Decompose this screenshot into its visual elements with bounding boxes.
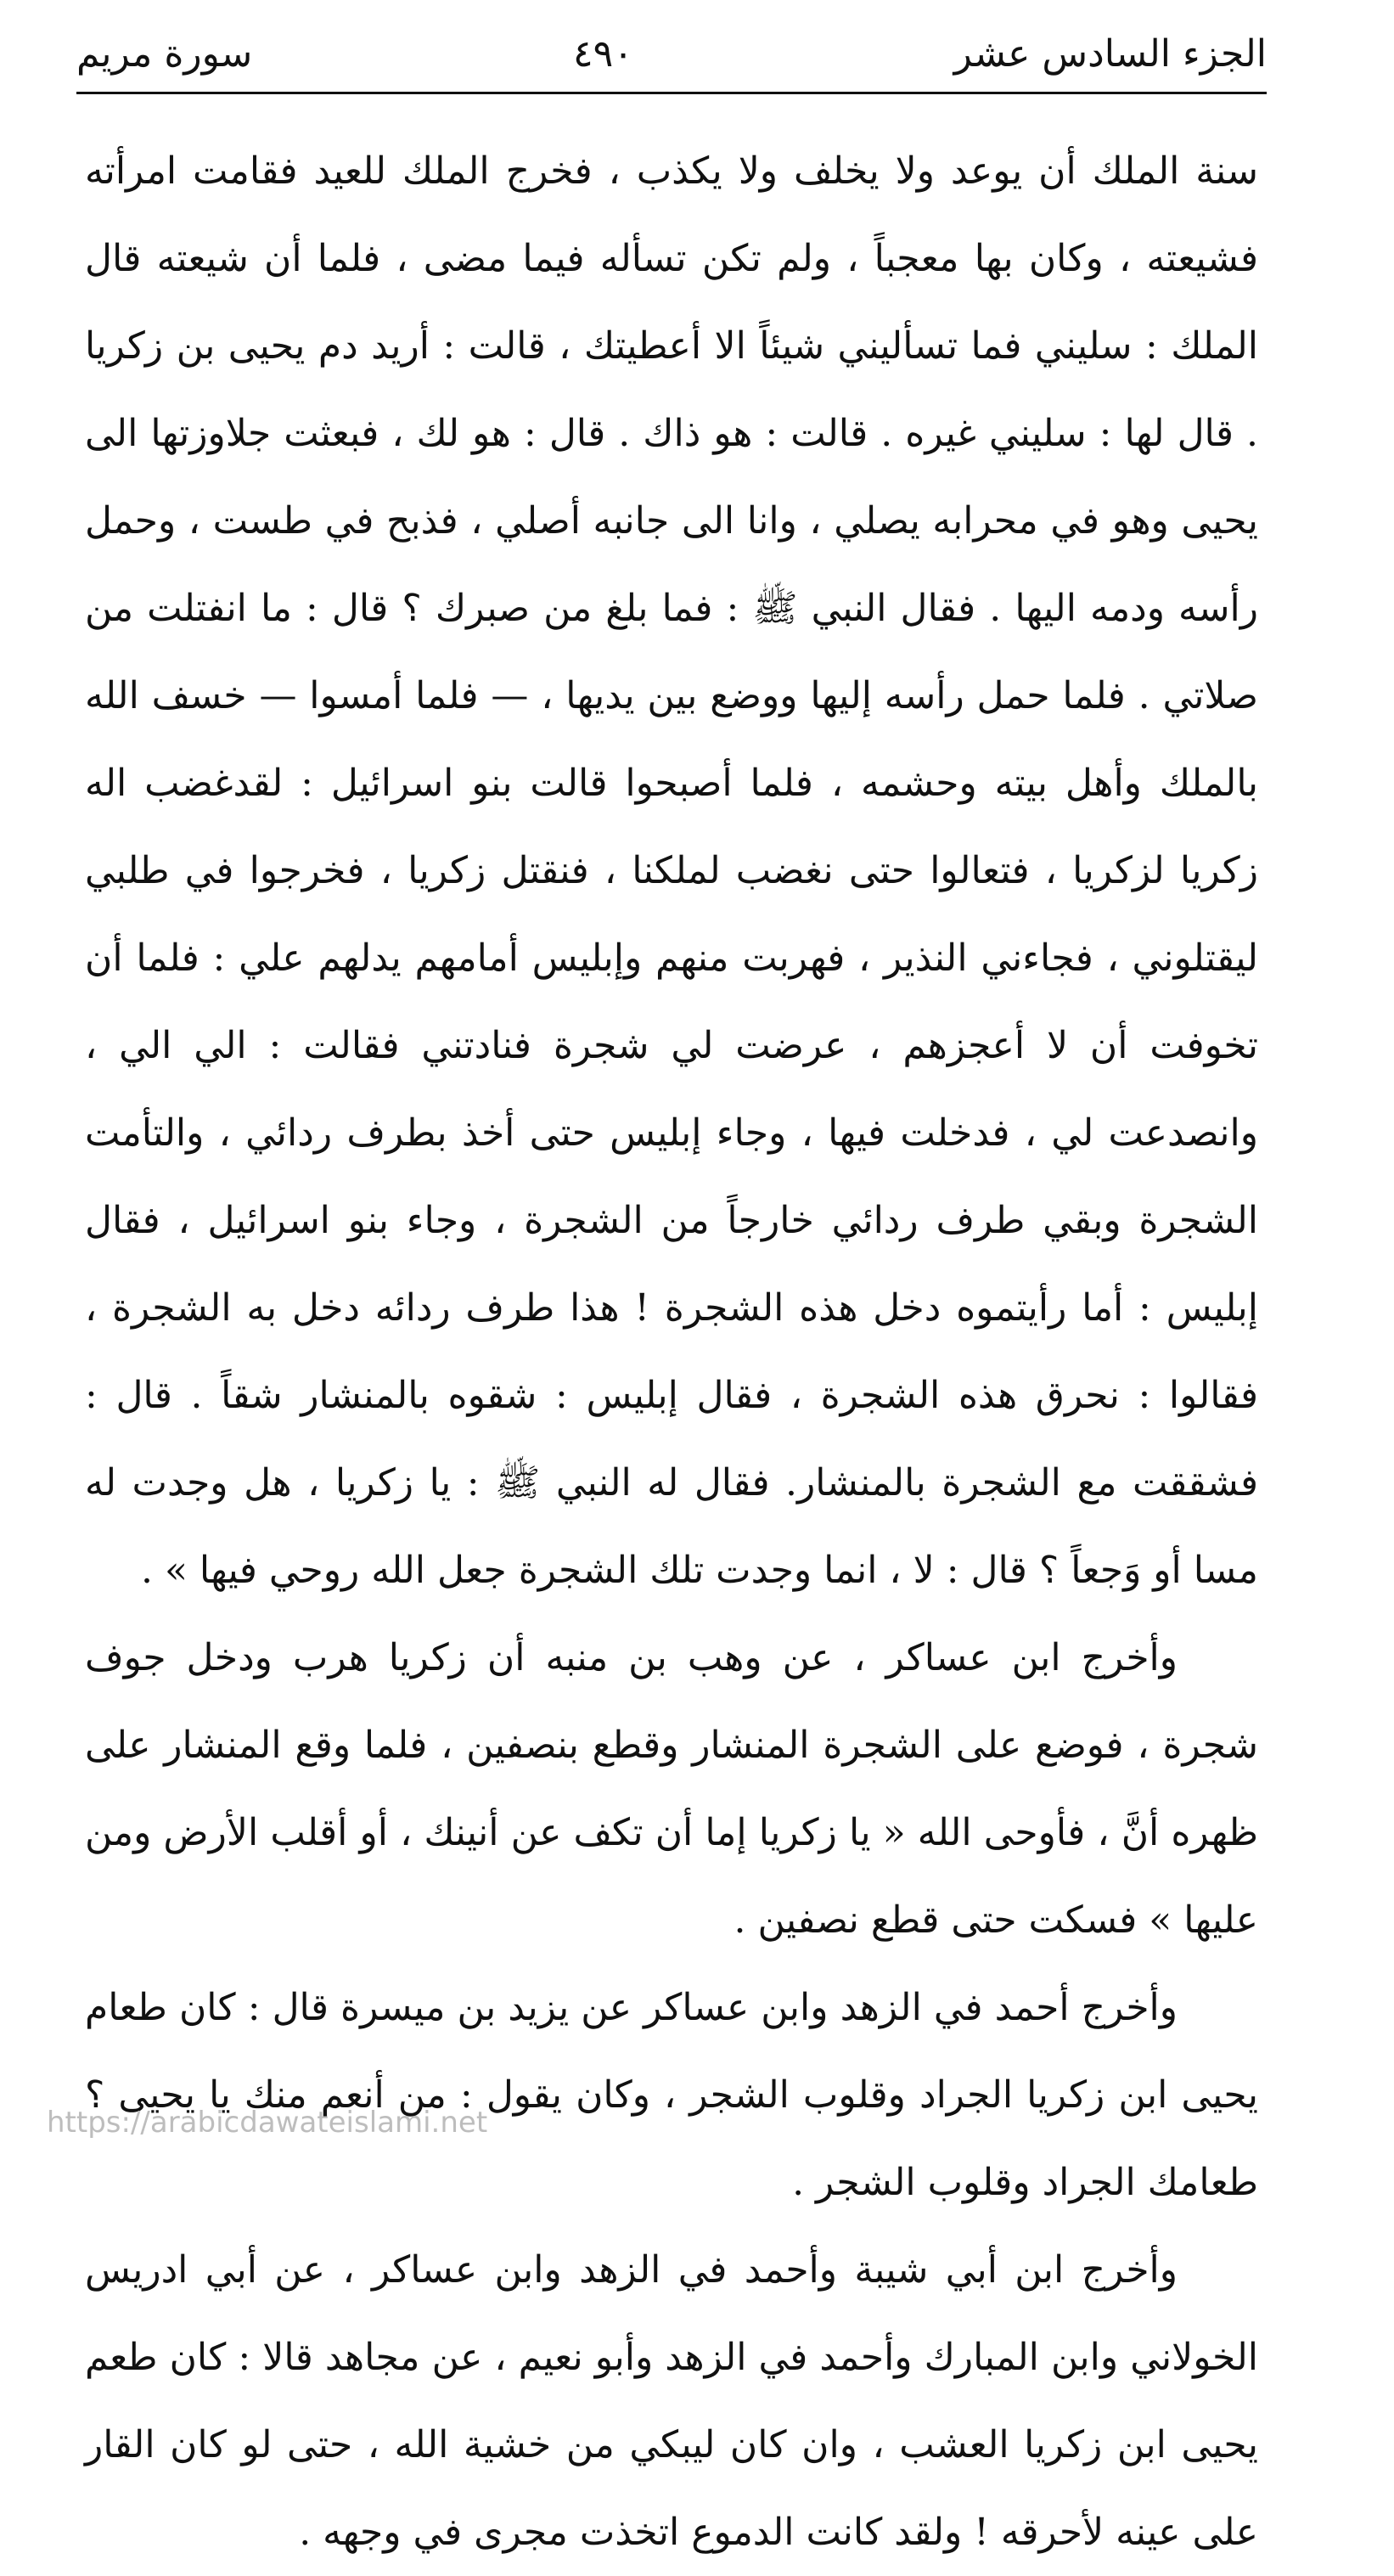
part-label: الجزء السادس عشر — [953, 31, 1267, 76]
paragraph-4: وأخرج ابن أبي شيبة وأحمد في الزهد وابن عساكر ، عن أبي ادريس الخولاني وابن المبارك وأحمد في الزهد وأبو نعيم ، عن مجاهد قالا : كان طعم يحيى ابن زكريا العشب ، وان كان ليبكي من خشية الله ، حتى لو كان القار على عينه لأحرقه ! ولقد كانت الدموع اتخذت مجرى في وجهه . — [85, 2248, 1258, 2554]
page-number: ٤٩٠ — [573, 31, 633, 76]
page-header — [76, 24, 1267, 83]
paragraph-3: وأخرج أحمد في الزهد وابن عساكر عن يزيد بن ميسرة قال : كان طعام يحيى ابن زكريا الجراد وقلوب الشجر ، وكان يقول : من أنعم منك يا يحيى ؟ طعامك الجراد وقلوب الشجر . — [85, 1986, 1258, 2204]
paragraph-1: سنة الملك أن يوعد ولا يخلف ولا يكذب ، فخرج الملك للعيد فقامت امرأته فشيعته ، وكان بها معجباً ، ولم تكن تسأله فيما مضى ، فلما أن شيعته قال الملك : سليني فما تسأليني شيئاً الا أعطيتك ، قالت : أريد دم يحيى بن زكريا . قال لها : سليني غيره . قالت : هو ذاك . قال : هو لك ، فبعثت جلاوزتها الى يحيى وهو في محرابه يصلي ، وانا الى جانبه أصلي ، فذبح في طست ، وحمل رأسه ودمه اليها . فقال النبي ﷺ : فما بلغ من صبرك ؟ قال : ما انفتلت من صلاتي . فلما حمل رأسه إليها ووضع بين يديها ، — فلما أمسوا — خسف الله بالملك وأهل بيته وحشمه ، فلما أصبحوا قالت بنو اسرائيل : لقدغضب اله زكريا لزكريا ، فتعالوا حتى نغضب لملكنا ، فنقتل زكريا ، فخرجوا في طلبي ليقتلوني ، فجاءني النذير ، فهربت منهم وإبليس أمامهم يدلهم علي : فلما أن تخوفت أن لا أعجزهم ، عرضت لي شجرة فنادتني فقالت : الي الي ، وانصدعت لي ، فدخلت فيها ، وجاء إبليس حتى أخذ بطرف ردائي ، والتأمت الشجرة وبقي طرف ردائي خارجاً من الشجرة ، وجاء بنو اسرائيل ، فقال إبليس : أما رأيتموه دخل هذه الشجرة ! هذا طرف ردائه دخل به الشجرة ، فقالوا : نحرق هذه الشجرة ، فقال إبليس : شقوه بالمنشار شقاً . قال : فشققت مع الشجرة بالمنشار. فقال له النبي ﷺ : يا زكريا ، هل وجدت له مسا أو وَجعاً ؟ قال : لا ، انما وجدت تلك الشجرة جعل الله روحي فيها » . — [85, 149, 1258, 1592]
watermark-url: https://arabicdawateislami.net — [47, 2106, 488, 2140]
surah-label: سورة مريم — [76, 31, 253, 76]
paragraph-2: وأخرج ابن عساكر ، عن وهب بن منبه أن زكريا هرب ودخل جوف شجرة ، فوضع على الشجرة المنشار وقطع بنصفين ، فلما وقع المنشار على ظهره أنَّ ، فأوحى الله « يا زكريا إما أن تكف عن أنينك ، أو أقلب الأرض ومن عليها » فسكت حتى قطع نصفين . — [85, 1636, 1259, 1942]
header-divider — [76, 92, 1267, 94]
body-text — [85, 127, 1258, 2576]
